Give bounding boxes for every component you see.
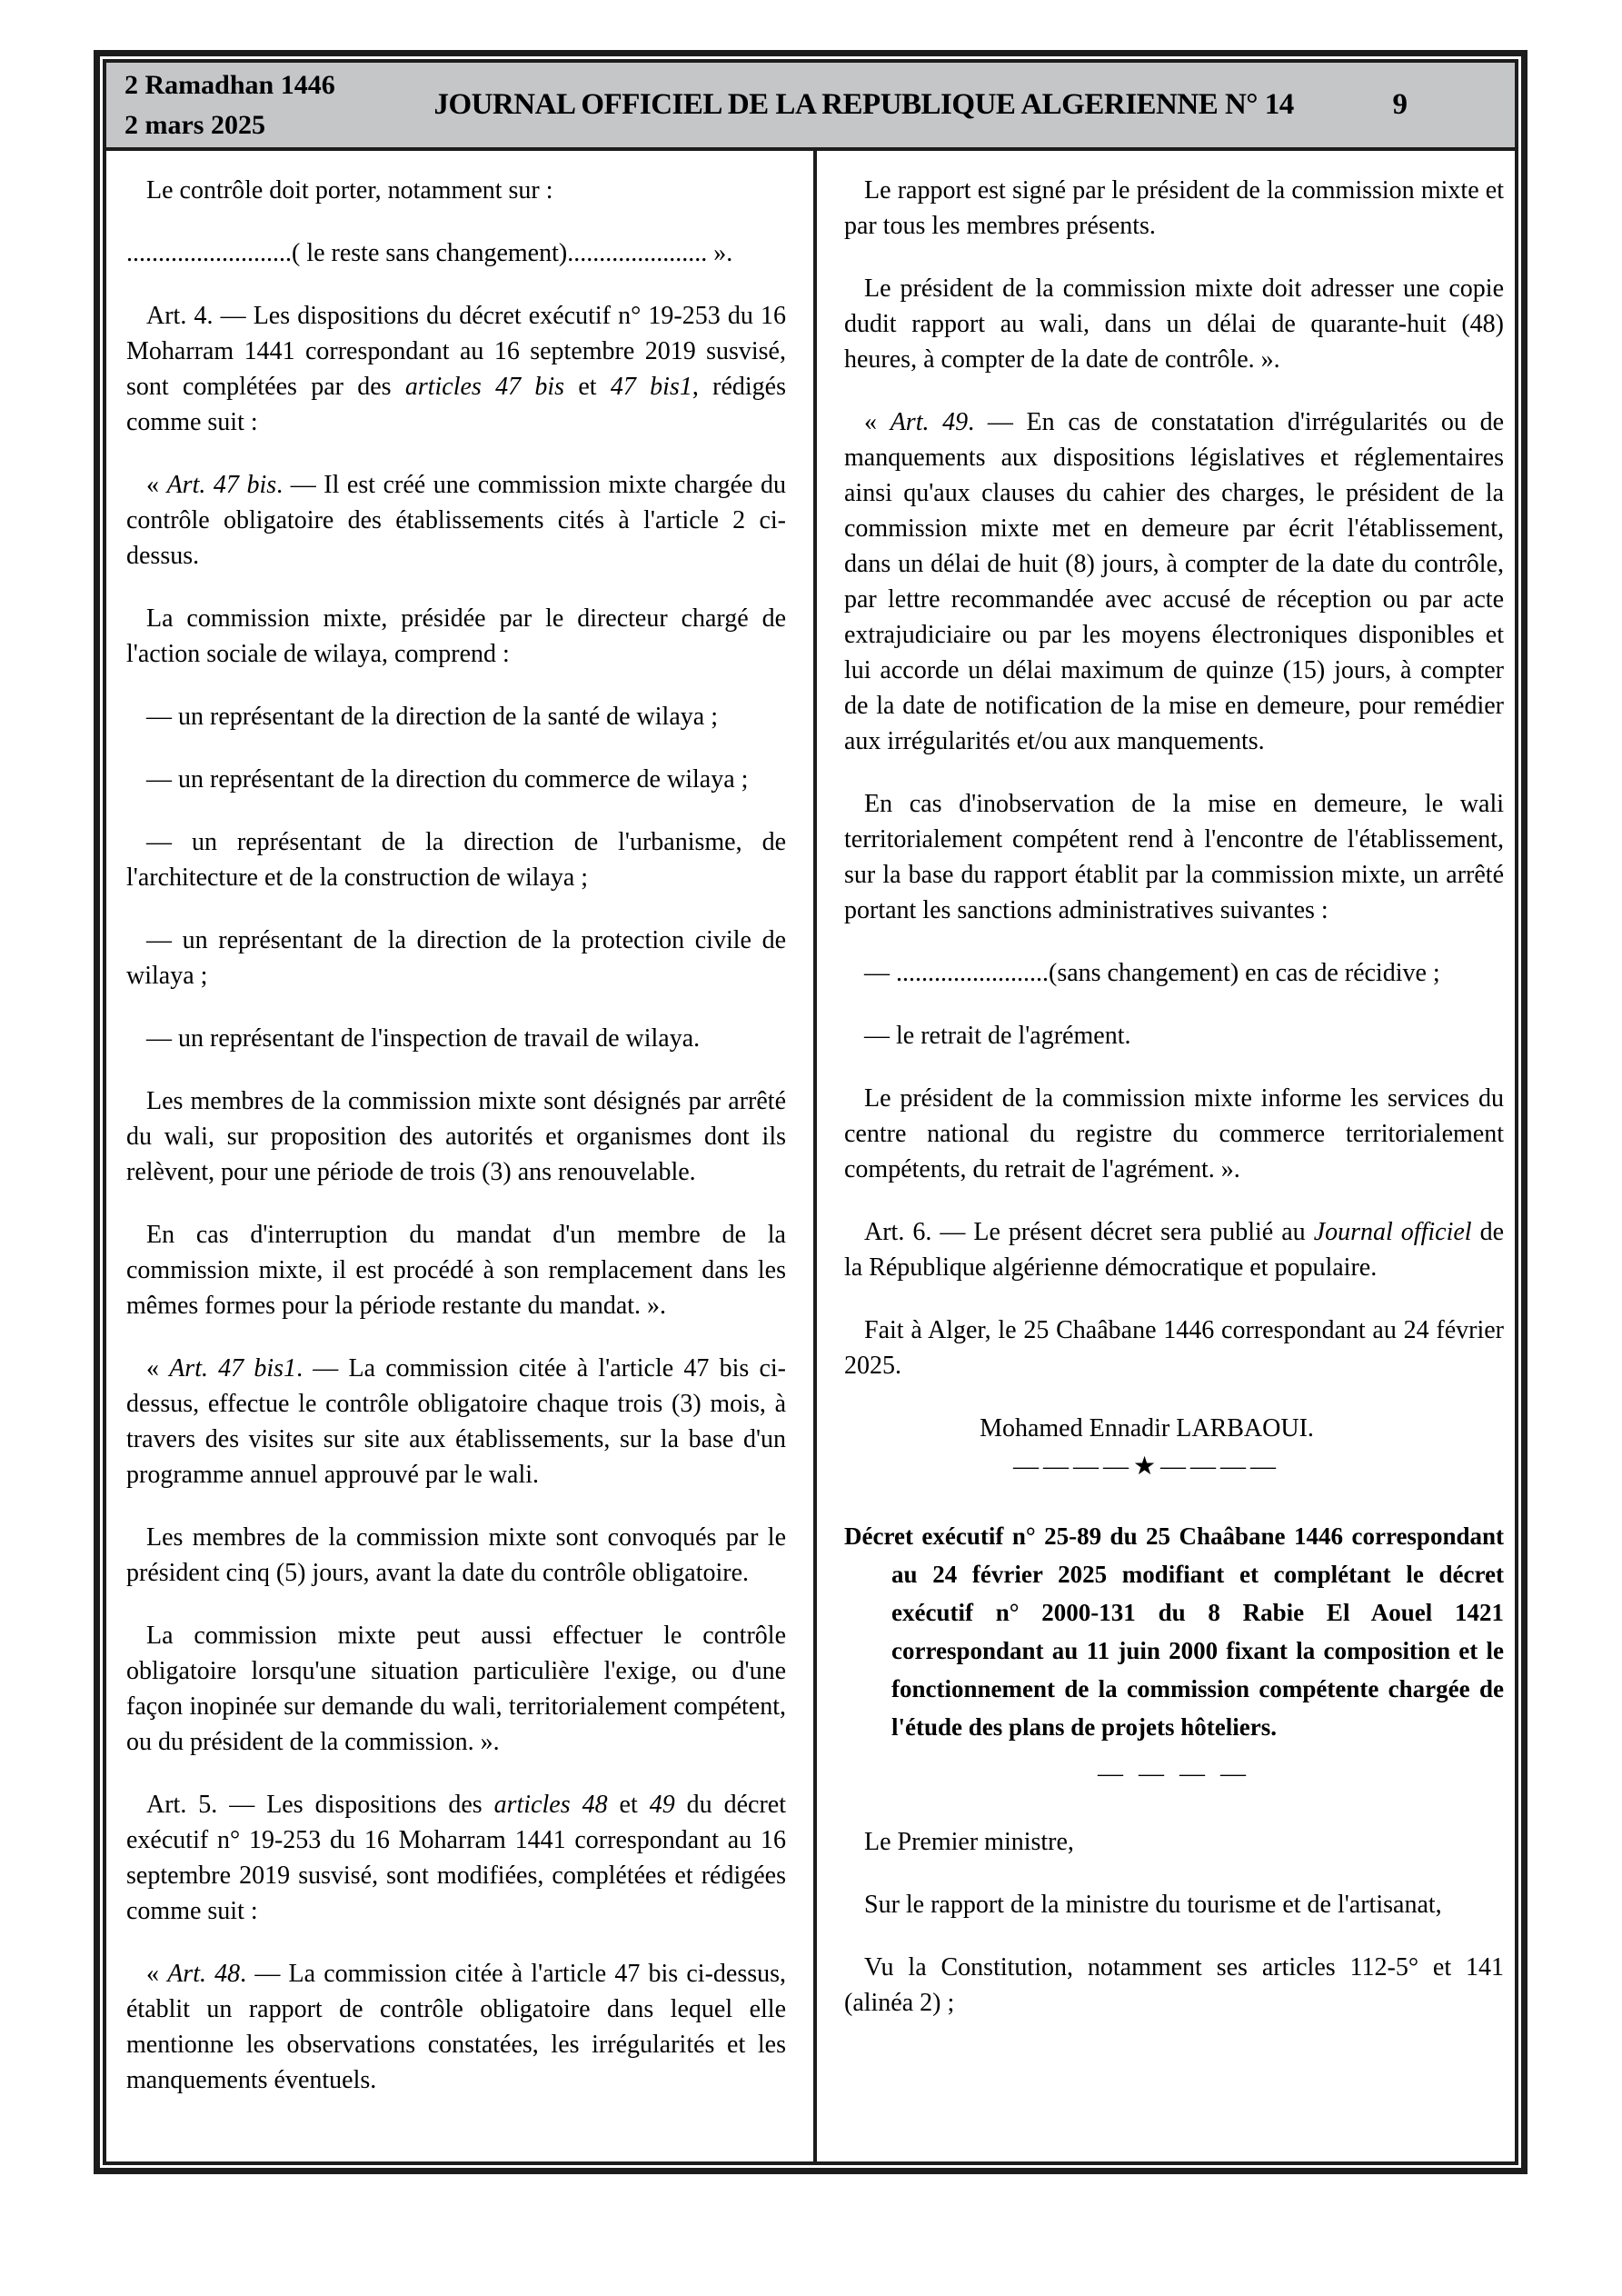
text-run: — un représentant de la direction de la santé de wilaya ; [146,703,718,731]
text-run: Vu la Constitution, notamment ses articles 112-5° et 141 (alinéa 2) ; [844,1953,1504,2017]
journal-title: JOURNAL OFFICIEL DE LA REPUBLIQUE ALGERIENNE N° 14 [433,88,1294,121]
page-number: 9 [1392,88,1408,121]
text-run: , rédigés comme suit : [126,373,786,436]
right-column [817,151,1515,2161]
page-header [106,63,1515,151]
list-item [126,824,786,895]
text-run: . — En cas de constatation d'irrégularités ou de manquements aux dispositions législatives et réglementaires ainsi qu'aux clauses du cahier des charges, le président de la commission mixte met en demeure par écrit l'établissement, dans un délai de huit (8) jours, à compter de la date du contrôle, par lettre recommandée avec accusé de réception ou par acte extrajudiciaire ou par les moyens électroniques disponibles et lui accorde un délai maximum de quinze (15) jours, à compter de la date de notification de la mise en demeure, pour remédier aux irrégularités et/ou aux manquements. [844,408,1505,755]
page-border-inner [103,59,1518,2165]
text-run: du décret exécutif n° 19-253 du 16 Moharram 1441 correspondant au 16 septembre 2019 susvisé, sont modifiées, complétées et rédigées comme suit : [126,1791,786,1925]
text-run: — un représentant de la direction de l'urbanisme, de l'architecture et de la construction de wilaya ; [126,828,786,892]
dash-separator: — — — — [1098,1760,1250,1788]
issue-dates [124,65,335,145]
paragraph [126,298,786,440]
italic-text-run: Art. 47 bis1 [169,1354,297,1383]
italic-text-run: Art. 49 [890,408,969,436]
text-run: Le président de la commission mixte informe les services du centre national du registre du commerce territorialement compétents, du retrait de l'agrément. ». [844,1084,1504,1183]
text-run: Le contrôle doit porter, notamment sur : [146,176,553,205]
text-run: — un représentant de la direction du commerce de wilaya ; [146,765,749,794]
text-run: et [607,1791,650,1819]
dotted-placeholder-line [844,955,1504,991]
paragraph [126,467,786,574]
text-run: Fait à Alger, le 25 Chaâbane 1446 correspondant au 24 février 2025. [844,1316,1504,1380]
page-border-outer [94,50,1527,2174]
paragraph [126,1956,786,2098]
signature [844,1411,1449,1446]
text-run: La commission mixte peut aussi effectuer le contrôle obligatoire lorsqu'une situation particulière l'exige, ou d'une façon inopinée sur demande du wali, territorialement compétent, ou du président de la commission. ». [126,1622,786,1756]
text-run: — ........................(sans changement) en cas de récidive ; [864,959,1440,987]
text-run: — un représentant de l'inspection de travail de wilaya. [146,1024,701,1053]
text-run: Les membres de la commission mixte sont convoqués par le président cinq (5) jours, avant la date du contrôle obligatoire. [126,1523,786,1587]
text-run: Sur le rapport de la ministre du tourisme et de l'artisanat, [864,1891,1442,1919]
text-run: et [564,373,611,401]
italic-text-run: Journal officiel [1313,1218,1472,1246]
text-run: Décret exécutif n° 25-89 du 25 Chaâbane 1446 correspondant au 24 février 2025 modifiant et complétant le décret exécutif n° 2000-131 du 8 Rabie El Aouel 1421 correspondant au 11 juin 2000 fixant la composition et le fonctionnement de la commission compétente chargée de l'étude des plans de projets hôteliers. [844,1522,1504,1741]
list-item [126,923,786,993]
paragraph [126,1217,786,1323]
date-gregorian: 2 mars 2025 [124,109,265,140]
list-item [844,1018,1504,1053]
paragraph [126,1787,786,1929]
text-run: Le président de la commission mixte doit adresser une copie dudit rapport au wali, dans un délai de quarante-huit (48) heures, à compter de la date de contrôle. ». [844,275,1504,374]
paragraph [126,1618,786,1760]
paragraph [844,1081,1504,1187]
list-item [126,762,786,797]
paragraph [844,271,1504,377]
italic-text-run: articles 47 bis [404,373,565,401]
text-run: Art. 6. — Le présent décret sera publié au [864,1218,1314,1246]
page-content [106,151,1515,2161]
text-run: « [146,471,167,499]
dotted-placeholder-line [126,235,786,271]
text-run: — un représentant de la direction de la protection civile de wilaya ; [126,926,786,990]
text-run: En cas d'interruption du mandat d'un membre de la commission mixte, il est procédé à son remplacement dans les mêmes formes pour la période restante du mandat. ». [126,1221,786,1320]
paragraph [844,1950,1504,2021]
italic-text-run: Art. 48 [167,1960,241,1988]
text-run: ..........................( le reste sans changement)...................... ». [126,239,733,267]
paragraph [126,601,786,672]
italic-text-run: 47 bis1 [610,373,692,401]
text-run: . — La commission citée à l'article 47 bis ci-dessus, effectue le contrôle obligatoire chaque trois (3) mois, à travers des visites sur site aux établissements, sur la base d'un programme annuel approuvé par le wali. [126,1354,786,1489]
text-run: . — La commission citée à l'article 47 bis ci-dessus, établit un rapport de contrôle obligatoire dans lequel elle mentionne les observations constatées, les irrégularités et les manquements éventuels. [126,1960,787,2094]
paragraph [844,1824,1504,1860]
text-run: Les membres de la commission mixte sont désignés par arrêté du wali, sur proposition des autorités et organismes dont ils relèvent, pour une période de trois (3) ans renouvelable. [126,1087,786,1186]
paragraph [844,1887,1504,1922]
date-hijri: 2 Ramadhan 1446 [124,69,335,100]
italic-text-run: Art. 47 bis [166,471,277,499]
paragraph [126,1520,786,1591]
paragraph [844,404,1504,759]
paragraph [126,173,786,208]
star-separator: ————★———— [1012,1452,1281,1481]
paragraph [844,1214,1504,1285]
text-run: — le retrait de l'agrément. [864,1022,1131,1050]
text-run: La commission mixte, présidée par le directeur chargé de l'action sociale de wilaya, comprend : [126,604,786,668]
list-item [126,699,786,734]
paragraph [126,1083,786,1190]
text-run: Art. 4. — Les dispositions du décret exécutif n° 19-253 du 16 Moharram 1441 correspondant au 16 septembre 2019 susvisé, sont complétées par des [126,302,786,401]
paragraph [844,786,1504,928]
text-run: Le rapport est signé par le président de la commission mixte et par tous les membres présents. [844,176,1504,240]
italic-text-run: 49 [649,1791,675,1819]
text-run: « [146,1960,168,1988]
left-column [106,151,813,2161]
text-run: En cas d'inobservation de la mise en demeure, le wali territorialement compétent rend à l'encontre de l'établissement, sur la base du rapport établit par la commission mixte, un arrêté portant les sanctions administratives suivantes : [844,790,1504,924]
text-run: Mohamed Ennadir LARBAOUI. [980,1414,1314,1442]
text-run: « [146,1354,170,1383]
text-run: de la République algérienne démocratique et populaire. [844,1218,1505,1282]
text-run: « [864,408,891,436]
text-run: Le Premier ministre, [864,1828,1074,1856]
text-run: Art. 5. — Les dispositions des [146,1791,494,1819]
list-item [126,1021,786,1056]
paragraph [844,1313,1504,1383]
paragraph [126,1351,786,1492]
decree-heading [844,1517,1504,1746]
text-run: . — Il est créé une commission mixte chargée du contrôle obligatoire des établissements cités à l'article 2 ci-dessus. [126,471,787,570]
paragraph [844,173,1504,244]
italic-text-run: articles 48 [493,1791,608,1819]
